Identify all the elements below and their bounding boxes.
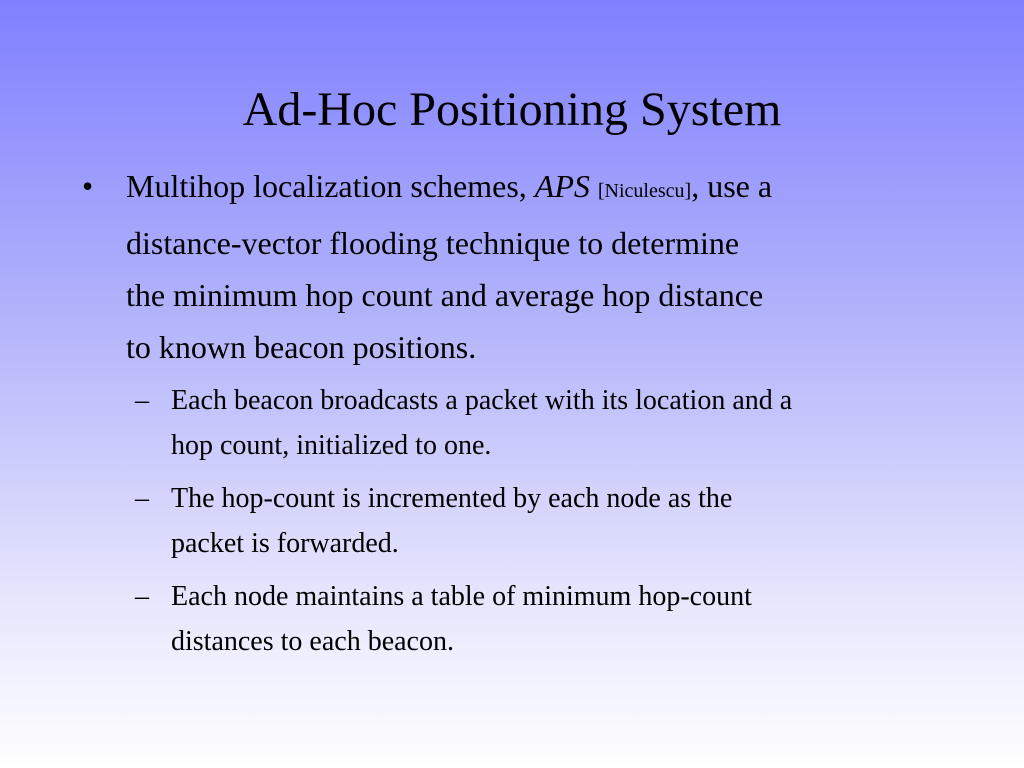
main-bullet-line-4: to known beacon positions. bbox=[126, 329, 477, 365]
sub-bullet-item bbox=[135, 378, 965, 468]
sub-bullet-line: hop count, initialized to one. bbox=[171, 430, 492, 461]
main-bullet-line-1-suffix: , use a bbox=[691, 168, 773, 204]
bullet-marker: • bbox=[82, 168, 94, 204]
sub-bullet-text bbox=[171, 476, 965, 566]
main-bullet-line-2: distance-vector flooding technique to determine bbox=[126, 225, 740, 261]
dash-marker: – bbox=[135, 581, 149, 612]
main-bullet bbox=[82, 160, 952, 373]
dash-marker: – bbox=[135, 385, 149, 416]
main-bullet-text bbox=[126, 160, 952, 373]
aps-term: APS bbox=[534, 168, 590, 204]
dash-marker: – bbox=[135, 483, 149, 514]
sub-bullet-item bbox=[135, 574, 965, 664]
sub-bullet-line: packet is forwarded. bbox=[171, 528, 399, 559]
main-bullet-line-1-prefix: Multihop localization schemes, bbox=[126, 168, 535, 204]
sub-bullet-line: distances to each beacon. bbox=[171, 626, 454, 657]
sub-bullet-line: The hop-count is incremented by each node as the bbox=[171, 483, 733, 514]
sub-bullet-text bbox=[171, 378, 965, 468]
main-bullet-line-3: the minimum hop count and average hop distance bbox=[126, 277, 764, 313]
sub-bullet-list bbox=[135, 378, 965, 672]
main-bullet-line-1 bbox=[126, 160, 952, 217]
slide-title: Ad-Hoc Positioning System bbox=[242, 83, 782, 136]
sub-bullet-text bbox=[171, 574, 965, 664]
citation: [Niculescu] bbox=[597, 180, 692, 202]
sub-bullet-line: Each beacon broadcasts a packet with its location and a bbox=[171, 385, 793, 416]
sub-bullet-line: Each node maintains a table of minimum hop-count bbox=[171, 581, 752, 612]
sub-bullet-item bbox=[135, 476, 965, 566]
